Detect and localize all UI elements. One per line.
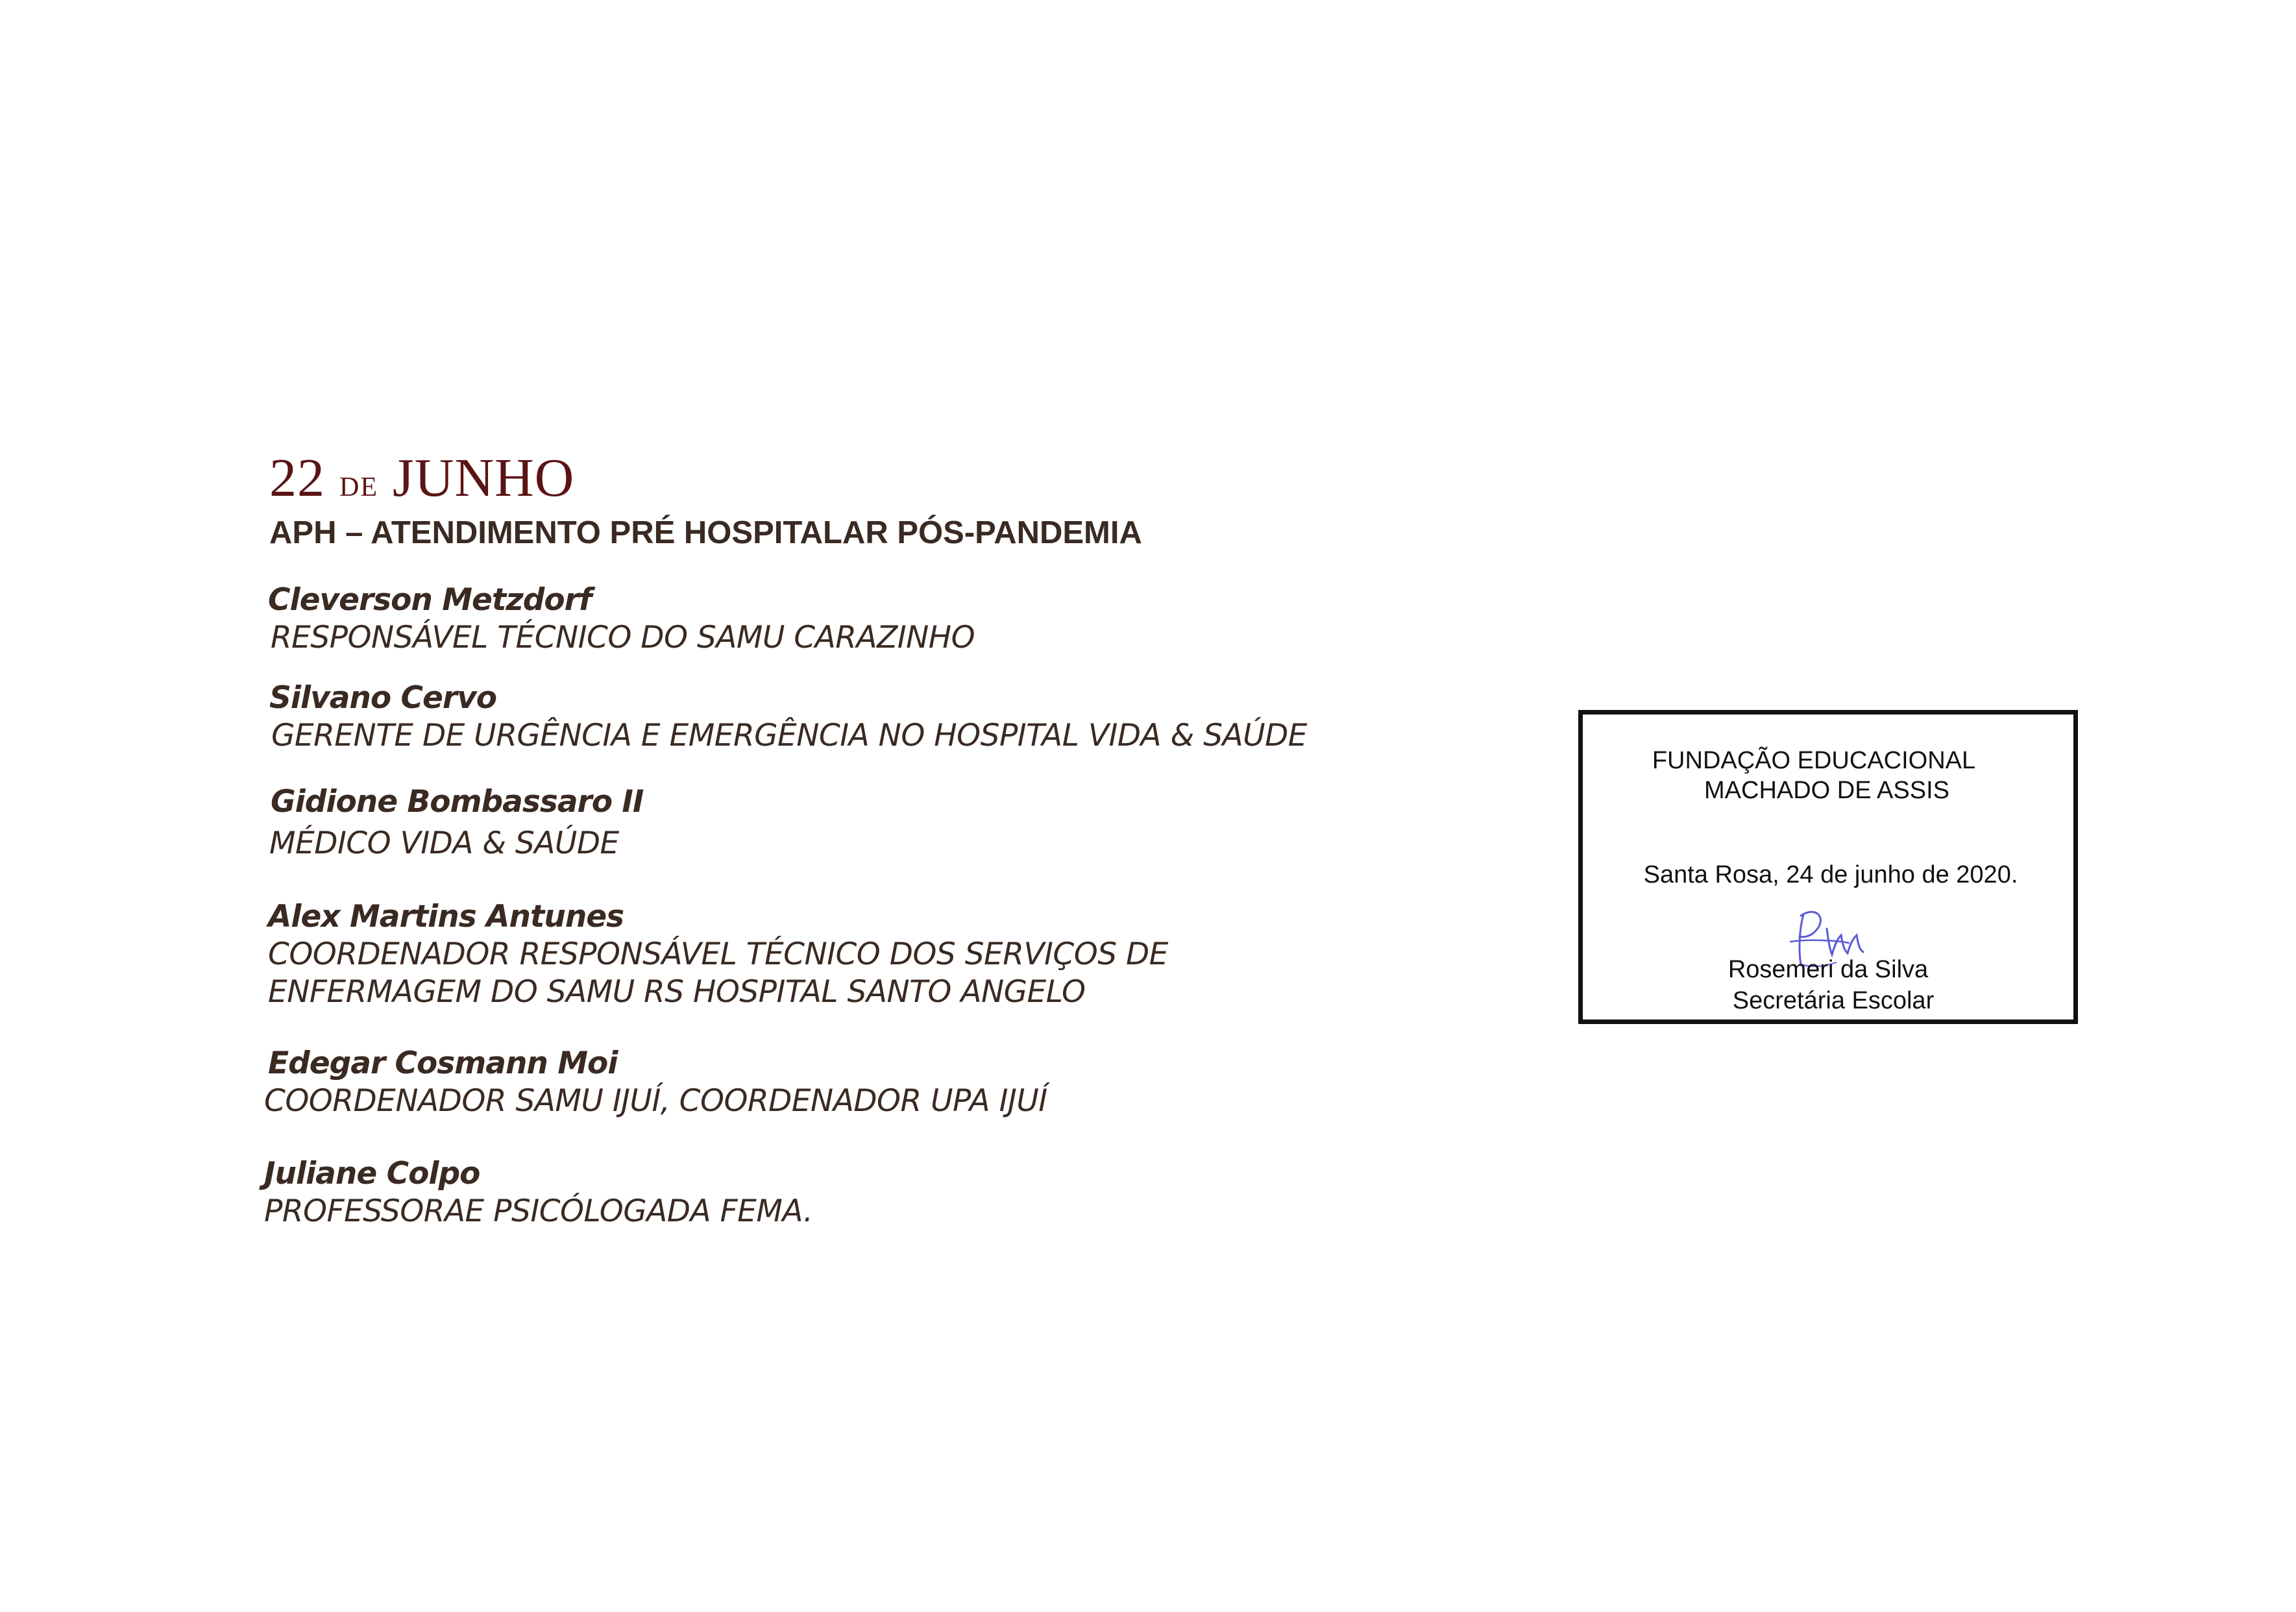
- speaker-role: GERENTE DE URGÊNCIA E EMERGÊNCIA NO HOSPITAL VIDA & SAÚDE: [271, 718, 1307, 753]
- speaker-block: [264, 1045, 1047, 1120]
- speaker-name: Silvano Cervo: [269, 680, 497, 716]
- event-date-day: 22: [269, 448, 325, 508]
- speaker-block: [269, 679, 1307, 755]
- speaker-role: RESPONSÁVEL TÉCNICO DO SAMU CARAZINHO: [271, 620, 975, 655]
- speaker-name: Cleverson Metzdorf: [268, 582, 592, 618]
- speaker-block: [268, 898, 1168, 1011]
- speaker-role: PROFESSORAE PSICÓLOGADA FEMA.: [264, 1193, 813, 1229]
- stamp-signer-name: Rosemeri da Silva: [1728, 956, 1929, 983]
- speaker-name: Gidione Bombassaro II: [271, 784, 644, 820]
- speaker-name: Edegar Cosmann Moi: [268, 1045, 618, 1081]
- stamp-signer-role: Secretária Escolar: [1732, 987, 1935, 1014]
- speaker-role: COORDENADOR RESPONSÁVEL TÉCNICO DOS SERVIÇOS DE: [268, 936, 1168, 972]
- speaker-block: [264, 1155, 812, 1230]
- speaker-name: Juliane Colpo: [264, 1156, 480, 1191]
- speaker-role: ENFERMAGEM DO SAMU RS HOSPITAL SANTO ANGELO: [268, 974, 1086, 1010]
- stamp-place-date: Santa Rosa, 24 de junho de 2020.: [1643, 861, 2018, 888]
- event-date-heading: [269, 448, 575, 508]
- speaker-name: Alex Martins Antunes: [268, 899, 624, 934]
- certification-stamp: [1578, 710, 2078, 1024]
- speaker-role: MÉDICO VIDA & SAÚDE: [269, 825, 619, 861]
- speaker-block: [268, 581, 975, 657]
- event-date-de: de: [339, 461, 378, 504]
- event-title: APH – ATENDIMENTO PRÉ HOSPITALAR PÓS-PANDEMIA: [269, 515, 1142, 550]
- stamp-org-line2: MACHADO DE ASSIS: [1704, 777, 1949, 804]
- event-date-month: JUNHO: [393, 448, 575, 508]
- speaker-block: [271, 783, 643, 862]
- speaker-role: COORDENADOR SAMU IJUÍ, COORDENADOR UPA IJUÍ: [264, 1083, 1047, 1119]
- stamp-org-line1: FUNDAÇÃO EDUCACIONAL: [1652, 747, 1976, 774]
